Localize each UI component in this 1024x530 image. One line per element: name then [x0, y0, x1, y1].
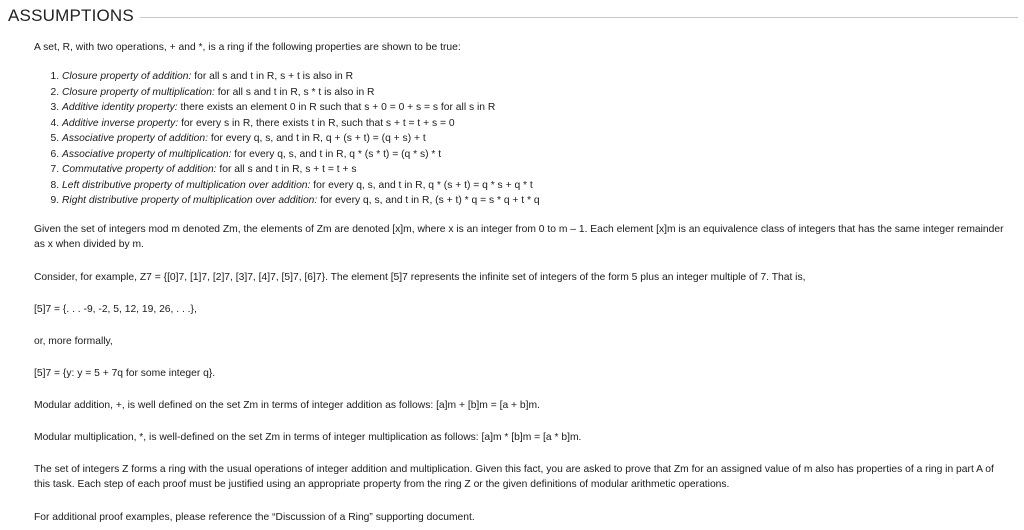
formally-text: or, more formally, [34, 335, 113, 347]
ring-property-item [62, 178, 1009, 194]
ring-property-text: for every q, s, and t in R, (s + t) * q = s * q + t * q [320, 195, 540, 206]
section-header [8, 5, 1018, 27]
example-paragraph: Consider, for example, Z7 = {[0]7, [1]7, [2]7, [3]7, [4]7, [5]7, [6]7}. The element [5]7 represents the infinite set of integers of the form 5 plus an integer multiple of 7. That is, [34, 271, 806, 283]
ring-property-item [62, 116, 1009, 132]
modular-multiplication-paragraph: Modular multiplication, *, is well-defined on the set Zm in terms of integer multiplication as follows: [a]m * [b]m = [a * b]m. [34, 431, 582, 443]
integers-mod-m-paragraph: Given the set of integers mod m denoted Zm, the elements of Zm are denoted [x]m, where x is an integer from 0 to m – 1. Each element [x]m is an equivalence class of integers that has the same integer remainder as x when divided by m. [34, 223, 1004, 250]
ring-property-item [62, 162, 1009, 178]
ring-property-text: for all s and t in R, s + t is also in R [194, 71, 354, 82]
ring-property-name: Additive inverse property: [62, 117, 179, 129]
ring-property-name: Commutative property of addition: [62, 164, 217, 175]
ring-property-name: Closure property of addition: [62, 71, 192, 82]
ring-property-text: for every q, s, and t in R, q + (s + t) = (q + s) + t [210, 133, 426, 144]
modular-addition-paragraph: Modular addition, +, is well defined on the set Zm in terms of integer addition as follows: [a]m + [b]m = [a + b]m. [34, 399, 540, 411]
ring-property-name: Left distributive property of multiplication over addition: [62, 179, 311, 191]
ring-property-text: for every s in R, there exists t in R, such that s + t = t + s = 0 [181, 117, 455, 129]
section-title: ASSUMPTIONS [8, 6, 134, 25]
ring-property-name: Closure property of multiplication: [62, 86, 215, 98]
ring-property-item [62, 147, 1009, 163]
ring-property-name: Associative property of multiplication: [62, 148, 232, 160]
ring-property-name: Associative property of addition: [62, 133, 208, 144]
ring-property-text: for all s and t in R, s + t = t + s [219, 164, 357, 175]
ring-definition-intro: A set, R, with two operations, + and *, is a ring if the following properties are shown to be true: [34, 42, 461, 53]
ring-property-text: for all s and t in R, s * t is also in R [217, 86, 375, 98]
additional-examples-paragraph: For additional proof examples, please reference the “Discussion of a Ring” supporting document. [34, 511, 475, 523]
ring-property-item [62, 131, 1009, 147]
ring-property-item [62, 193, 1009, 209]
ring-property-text: there exists an element 0 in R such that s + 0 = 0 + s = s for all s in R [180, 102, 496, 113]
ring-property-name: Additive identity property: [62, 102, 178, 113]
example-set: [5]7 = {. . . -9, -2, 5, 12, 19, 26, . . .}, [34, 303, 197, 315]
ring-property-text: for every q, s, and t in R, q * (s * t) = (q * s) * t [234, 148, 442, 160]
ring-property-text: for every q, s, and t in R, q * (s + t) = q * s + q * t [313, 179, 533, 191]
ring-properties-list [34, 69, 1009, 209]
ring-property-item [62, 100, 1009, 116]
ring-property-name: Right distributive property of multiplication over addition: [62, 195, 318, 206]
formal-set: [5]7 = {y: y = 5 + 7q for some integer q}. [34, 367, 216, 379]
ring-task-paragraph: The set of integers Z forms a ring with the usual operations of integer addition and multiplication. Given this fact, you are asked to prove that Zm for an assigned value of m also has properties of a ring in part A of this task. Each step of each proof must be justified using an appropriate property from the ring Z or the given definitions of modular arithmetic operations. [34, 463, 994, 490]
ring-property-item [62, 69, 1009, 85]
header-divider [140, 17, 1018, 18]
assumptions-content [34, 40, 1009, 525]
ring-property-item [62, 85, 1009, 101]
